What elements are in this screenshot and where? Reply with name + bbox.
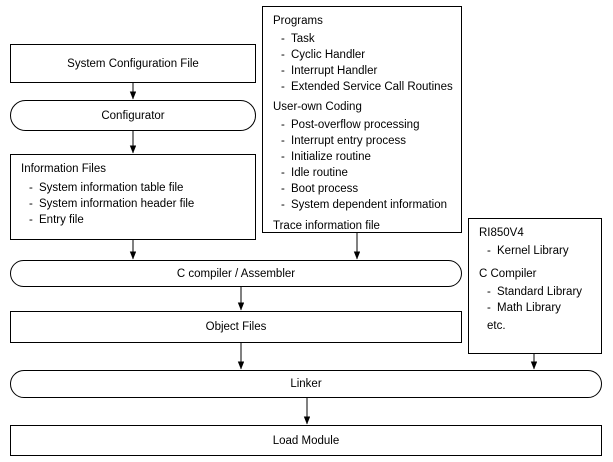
information-files-title: Information Files (21, 163, 107, 175)
libraries-subtitle: C Compiler (479, 268, 537, 280)
node-configurator-label: Configurator (101, 109, 165, 122)
node-system-configuration-file[interactable] (10, 44, 256, 83)
node-linker-label: Linker (290, 378, 322, 390)
list-item: - Interrupt entry process (281, 135, 407, 147)
node-programs[interactable] (262, 6, 462, 233)
programs-user-own-coding-list (273, 117, 451, 213)
list-item: - Cyclic Handler (281, 49, 366, 61)
node-information-files[interactable] (10, 154, 256, 240)
list-item: - System information table file (29, 182, 184, 194)
node-configurator[interactable] (10, 100, 256, 131)
list-item: - Standard Library (487, 286, 583, 298)
list-item: - Boot process (281, 183, 359, 195)
programs-list (273, 31, 451, 95)
node-load-module-label: Load Module (272, 434, 340, 447)
node-libraries[interactable] (468, 218, 602, 354)
libraries-footer: etc. (487, 320, 506, 332)
programs-footer: Trace information file (273, 220, 380, 232)
list-item: - Idle routine (281, 167, 348, 179)
libraries-list (479, 243, 591, 259)
list-item: - System information header file (29, 198, 195, 210)
node-object-files-label: Object Files (205, 321, 267, 333)
node-load-module[interactable] (10, 425, 602, 456)
libraries-title: RI850V4 (479, 227, 524, 239)
programs-title: Programs (273, 15, 323, 27)
libraries-compiler-list (479, 284, 591, 316)
list-item: - Interrupt Handler (281, 65, 378, 77)
list-item: - Entry file (29, 214, 84, 226)
information-files-list (21, 180, 245, 228)
list-item: - Extended Service Call Routines (281, 81, 453, 93)
programs-subtitle: User-own Coding (273, 101, 362, 113)
node-object-files[interactable] (10, 311, 462, 343)
list-item: - System dependent information (281, 199, 447, 211)
list-item: - Post-overflow processing (281, 119, 420, 131)
node-c-compiler-assembler-label: C compiler / Assembler (176, 267, 296, 280)
list-item: - Initialize routine (281, 151, 371, 163)
list-item: - Task (281, 33, 315, 45)
list-item: - Math Library (487, 302, 561, 314)
node-c-compiler-assembler[interactable] (10, 260, 462, 287)
list-item: - Kernel Library (487, 245, 569, 257)
node-linker[interactable] (10, 370, 602, 398)
node-system-configuration-file-label: System Configuration File (67, 57, 199, 70)
